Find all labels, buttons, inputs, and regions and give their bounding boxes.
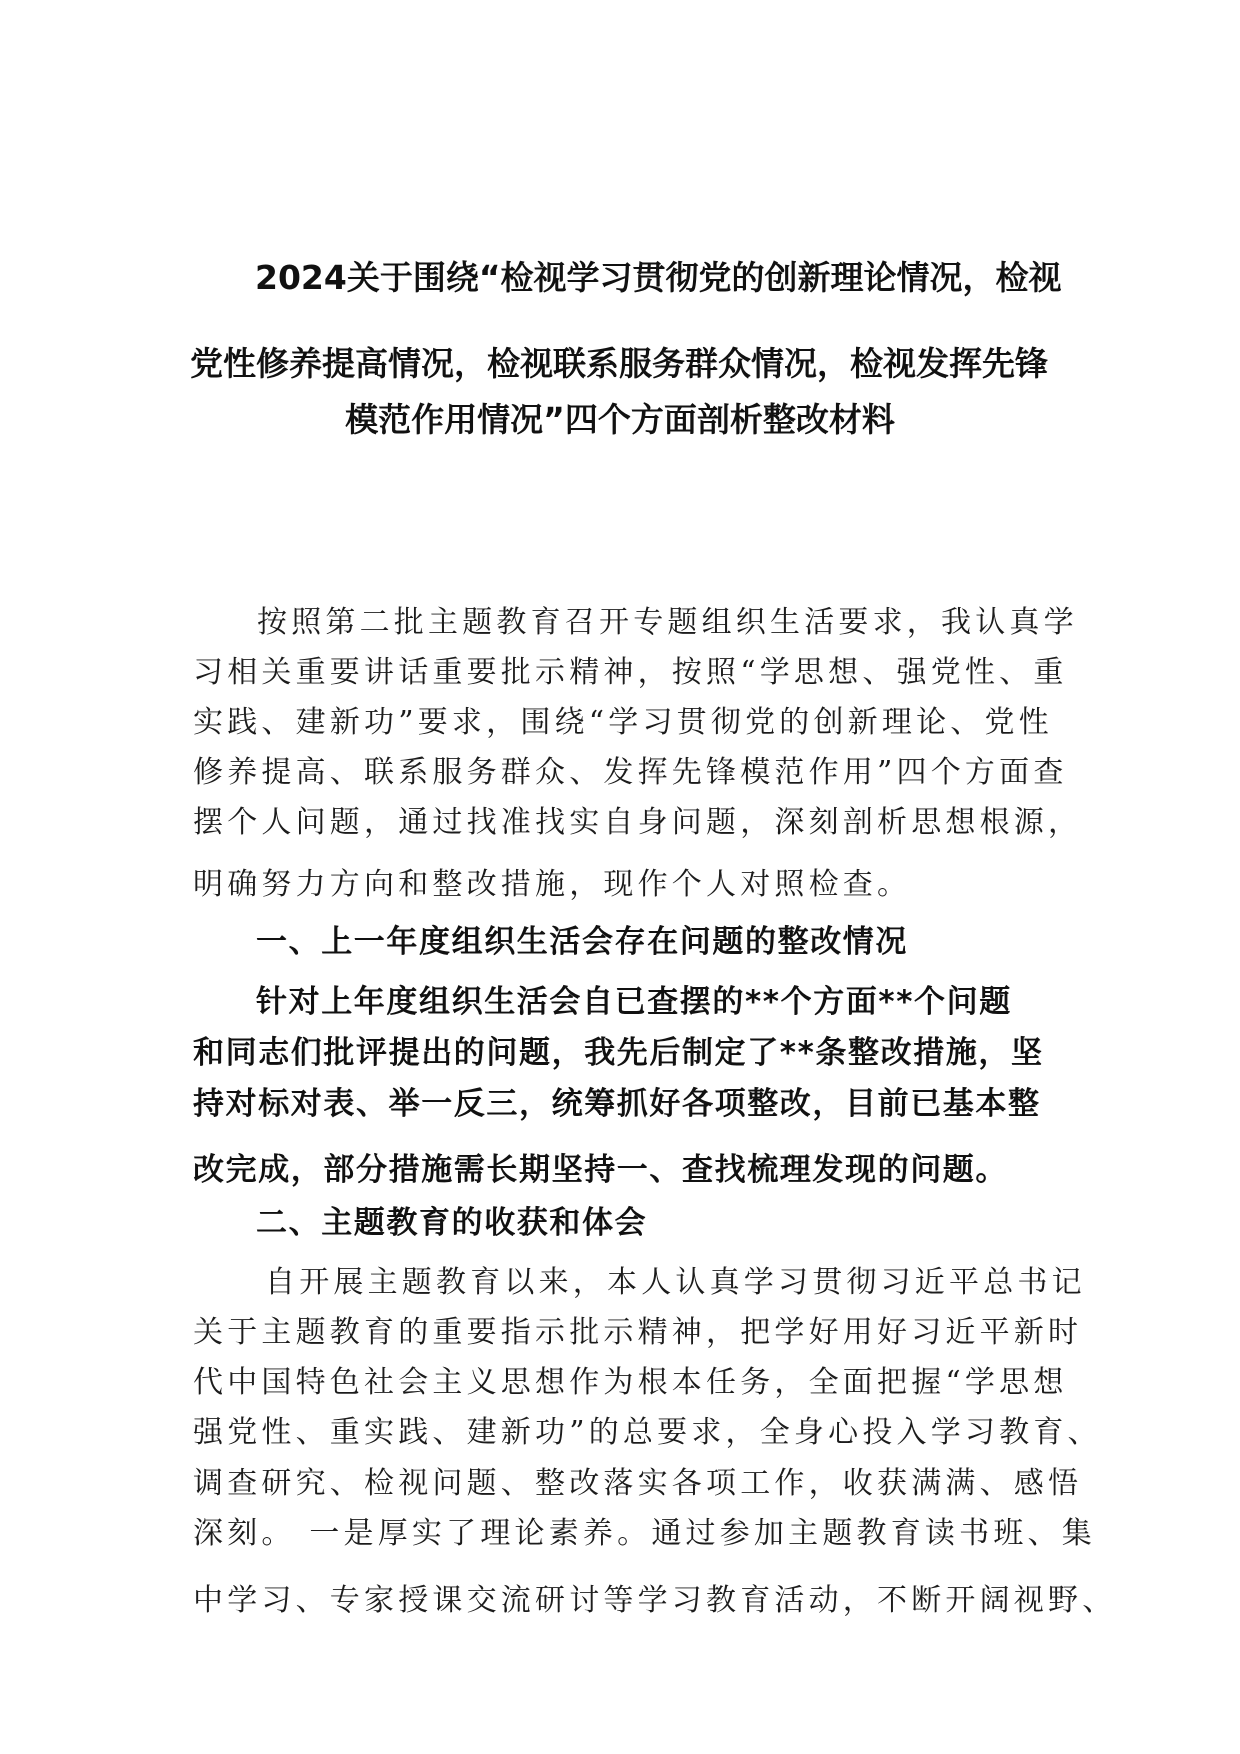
section-2-heading: 二、主题教育的收获和体会: [256, 1205, 648, 1241]
section-2-line: 中学习、专家授课交流研讨等学习教育活动，不断开阔视野、: [193, 1583, 1117, 1618]
intro-line: 实践、建新功”要求，围绕“学习贯彻党的创新理论、党性: [193, 705, 1053, 740]
section-1-line: 改完成，部分措施需长期坚持一、查找梳理发现的问题。: [193, 1152, 1008, 1188]
section-2-line: 关于主题教育的重要指示批示精神，把学好用好习近平新时: [193, 1315, 1083, 1350]
intro-line: 按照第二批主题教育召开专题组织生活要求，我认真学: [257, 605, 1078, 640]
document-title-line-2: 党性修养提高情况，检视联系服务群众情况，检视发挥先锋: [190, 344, 1048, 383]
intro-line: 习相关重要讲话重要批示精神，按照“学思想、强党性、重: [193, 655, 1068, 690]
section-2-line: 调查研究、检视问题、整改落实各项工作，收获满满、感悟: [193, 1466, 1083, 1501]
section-1-heading: 一、上一年度组织生活会存在问题的整改情况: [256, 924, 908, 960]
section-1-line: 持对标对表、举一反三，统筹抓好各项整改，目前已基本整: [193, 1086, 1041, 1122]
section-2-line: 深刻。 一是厚实了理论素养。通过参加主题教育读书班、集: [193, 1516, 1096, 1551]
document-title-line-3: 模范作用情况”四个方面剖析整改材料: [345, 400, 895, 439]
section-1-line: 和同志们批评提出的问题，我先后制定了**条整改措施，坚: [193, 1035, 1044, 1071]
intro-line: 修养提高、联系服务群众、发挥先锋模范作用”四个方面查: [193, 755, 1068, 790]
section-2-line: 强党性、重实践、建新功”的总要求，全身心投入学习教育、: [193, 1415, 1102, 1450]
intro-line: 明确努力方向和整改措施，现作个人对照检查。: [193, 867, 912, 902]
section-2-line: 自开展主题教育以来，本人认真学习贯彻习近平总书记: [265, 1265, 1086, 1300]
section-1-line: 针对上年度组织生活会自已查摆的**个方面**个问题: [256, 984, 1012, 1020]
intro-line: 摆个人问题，通过找准找实自身问题，深刻剖析思想根源，: [193, 805, 1083, 840]
document-title-line-1: 2024关于围绕“检视学习贯彻党的创新理论情况，检视: [255, 258, 1062, 297]
section-2-line: 代中国特色社会主义思想作为根本任务，全面把握“学思想: [193, 1365, 1068, 1400]
